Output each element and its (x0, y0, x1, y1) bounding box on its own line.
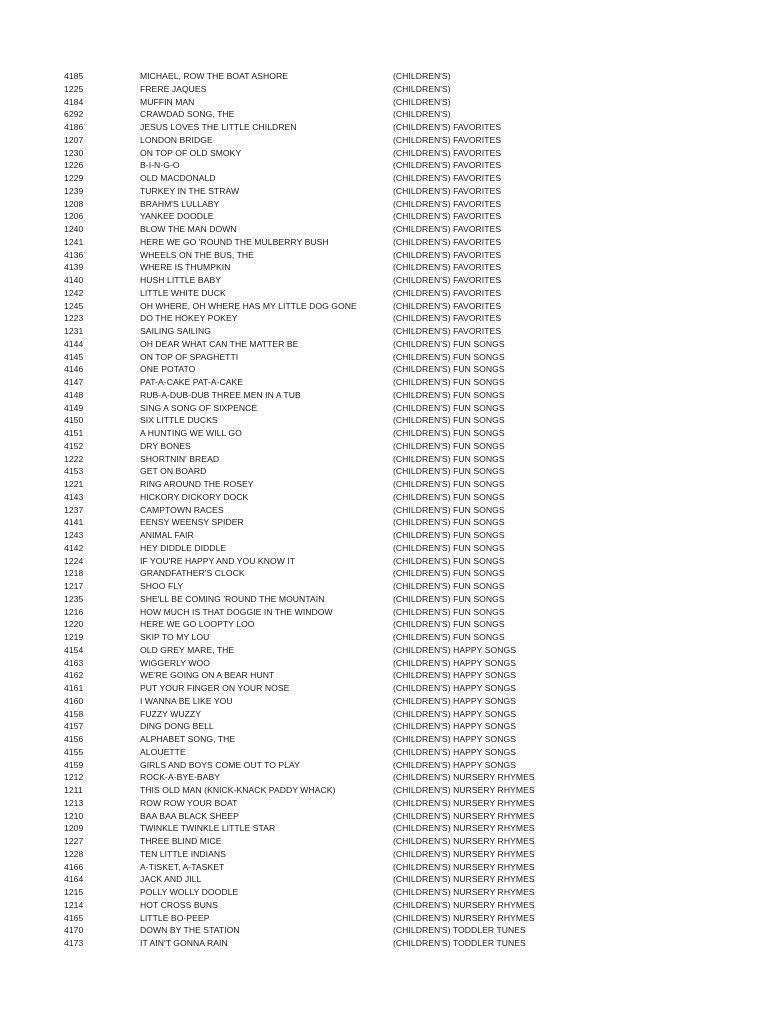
song-number: 4173 (64, 938, 84, 948)
song-title: GRANDFATHER'S CLOCK (140, 568, 245, 579)
song-number: 1243 (64, 530, 84, 540)
song-category: (CHILDREN'S) TODDLER TUNES (393, 938, 526, 948)
song-number: 1229 (64, 173, 84, 183)
song-category: (CHILDREN'S) FAVORITES (393, 300, 502, 311)
song-category: (CHILDREN'S) NURSERY RHYMES (393, 848, 535, 859)
song-number: 4162 (64, 670, 84, 681)
song-number: 4184 (64, 96, 84, 107)
song-row (0, 899, 768, 912)
song-title: JACK AND JILL (140, 874, 202, 885)
song-row (0, 810, 768, 823)
song-title: B-I-N-G-O (140, 160, 180, 171)
song-number: 1242 (64, 287, 84, 298)
song-row (0, 427, 768, 440)
song-number: 1227 (64, 836, 84, 846)
song-category: (CHILDREN'S) HAPPY SONGS (393, 683, 517, 693)
song-row (0, 210, 768, 223)
song-category: (CHILDREN'S) FUN SONGS (393, 428, 505, 438)
song-number: 4161 (64, 683, 84, 693)
song-number: 4164 (64, 874, 84, 885)
song-row (0, 261, 768, 274)
song-category: (CHILDREN'S) FAVORITES (393, 160, 502, 171)
song-category: (CHILDREN'S) FAVORITES (393, 275, 502, 285)
song-title: ROW ROW YOUR BOAT (140, 797, 238, 808)
song-title: BLOW THE MAN DOWN (140, 224, 237, 234)
song-category: (CHILDREN'S) FUN SONGS (393, 555, 505, 566)
song-row (0, 669, 768, 682)
song-category: (CHILDREN'S) FUN SONGS (393, 402, 505, 413)
song-number: 4166 (64, 861, 84, 872)
song-title: PUT YOUR FINGER ON YOUR NOSE (140, 683, 290, 693)
song-number: 4159 (64, 759, 84, 770)
song-category: (CHILDREN'S) FAVORITES (393, 236, 502, 247)
song-category: (CHILDREN'S) FUN SONGS (393, 504, 505, 515)
song-title: MICHAEL, ROW THE BOAT ASHORE (140, 71, 288, 81)
song-title: DRY BONES (140, 440, 191, 451)
song-title: ON TOP OF SPAGHETTI (140, 351, 239, 362)
song-category: (CHILDREN'S) FAVORITES (393, 122, 502, 132)
song-number: 1217 (64, 581, 84, 591)
song-number: 1219 (64, 632, 84, 642)
song-number: 1245 (64, 300, 84, 311)
song-row (0, 453, 768, 466)
song-category: (CHILDREN'S) NURSERY RHYMES (393, 861, 535, 872)
song-title: BRAHM'S LULLABY (140, 198, 220, 209)
song-row (0, 96, 768, 109)
song-row (0, 924, 768, 937)
song-category: (CHILDREN'S) FUN SONGS (393, 466, 505, 477)
song-title: IF YOU'RE HAPPY AND YOU KNOW IT (140, 555, 296, 566)
song-row (0, 159, 768, 172)
song-title: TURKEY IN THE STRAW (140, 185, 240, 196)
song-title: SING A SONG OF SIXPENCE (140, 402, 258, 413)
song-row (0, 223, 768, 236)
song-title: BAA BAA BLACK SHEEP (140, 810, 239, 821)
song-category: (CHILDREN'S) FUN SONGS (393, 581, 505, 591)
song-row (0, 682, 768, 695)
song-row (0, 351, 768, 364)
song-row (0, 720, 768, 733)
song-row (0, 440, 768, 453)
song-row (0, 185, 768, 198)
song-number: 1213 (64, 797, 84, 808)
song-category: (CHILDREN'S) (393, 96, 451, 107)
song-row (0, 465, 768, 478)
song-number: 4149 (64, 402, 84, 413)
song-category: (CHILDREN'S) FAVORITES (393, 134, 502, 145)
song-title: HUSH LITTLE BABY (140, 275, 222, 285)
song-number: 1225 (64, 83, 84, 94)
song-title: ANIMAL FAIR (140, 530, 194, 540)
song-category: (CHILDREN'S) NURSERY RHYMES (393, 810, 535, 821)
song-category: (CHILDREN'S) FAVORITES (393, 262, 502, 273)
song-title: HERE WE GO 'ROUND THE MULBERRY BUSH (140, 236, 329, 247)
song-number: 4157 (64, 721, 84, 732)
song-row (0, 797, 768, 810)
song-title: TWINKLE TWINKLE LITTLE STAR (140, 823, 276, 834)
song-row (0, 300, 768, 313)
song-row (0, 249, 768, 262)
song-category: (CHILDREN'S) HAPPY SONGS (393, 670, 517, 681)
song-row (0, 478, 768, 491)
song-number: 4150 (64, 415, 84, 426)
song-row (0, 376, 768, 389)
song-title: SHE'LL BE COMING 'ROUND THE MOUNTAIN (140, 593, 325, 604)
song-number: 4155 (64, 746, 84, 757)
song-row (0, 593, 768, 606)
song-category: (CHILDREN'S) NURSERY RHYMES (393, 887, 535, 897)
song-row (0, 325, 768, 338)
song-title: HOT CROSS BUNS (140, 899, 218, 910)
song-row (0, 516, 768, 529)
song-row (0, 644, 768, 657)
song-category: (CHILDREN'S) NURSERY RHYMES (393, 912, 535, 923)
song-row (0, 338, 768, 351)
song-number: 4154 (64, 644, 84, 655)
song-number: 1237 (64, 504, 84, 515)
song-title: HOW MUCH IS THAT DOGGIE IN THE WINDOW (140, 606, 333, 617)
song-title: OH WHERE, OH WHERE HAS MY LITTLE DOG GONE (140, 300, 357, 311)
song-title: OLD MACDONALD (140, 173, 216, 183)
song-row (0, 491, 768, 504)
song-category: (CHILDREN'S) FUN SONGS (393, 530, 505, 540)
song-title: SKIP TO MY LOU (140, 632, 210, 642)
song-category: (CHILDREN'S) HAPPY SONGS (393, 759, 517, 770)
song-row (0, 886, 768, 899)
song-category: (CHILDREN'S) FUN SONGS (393, 338, 505, 349)
song-row (0, 580, 768, 593)
song-number: 1211 (64, 785, 83, 795)
song-number: 1222 (64, 453, 84, 464)
song-title: PAT-A-CAKE PAT-A-CAKE (140, 377, 244, 387)
song-category: (CHILDREN'S) NURSERY RHYMES (393, 797, 535, 808)
song-row (0, 631, 768, 644)
song-number: 4145 (64, 351, 84, 362)
song-row (0, 312, 768, 325)
song-number: 4143 (64, 491, 84, 502)
song-title: MUFFIN MAN (140, 96, 195, 107)
song-title: FUZZY WUZZY (140, 708, 202, 719)
song-title: SAILING SAILING (140, 326, 211, 336)
song-number: 4163 (64, 657, 84, 668)
song-number: 4186 (64, 122, 84, 132)
song-number: 4151 (64, 428, 84, 438)
song-title: DING DONG BELL (140, 721, 214, 732)
song-number: 4148 (64, 389, 84, 400)
song-row (0, 172, 768, 185)
song-number: 1221 (64, 479, 84, 489)
song-category: (CHILDREN'S) HAPPY SONGS (393, 734, 517, 744)
song-category: (CHILDREN'S) (393, 71, 451, 81)
song-category: (CHILDREN'S) FUN SONGS (393, 440, 505, 451)
song-title: A-TISKET, A-TASKET (140, 861, 225, 872)
song-title: POLLY WOLLY DOODLE (140, 887, 239, 897)
song-title: RING AROUND THE ROSEY (140, 479, 254, 489)
song-row (0, 147, 768, 160)
song-row (0, 274, 768, 287)
song-row (0, 606, 768, 619)
song-number: 4185 (64, 71, 84, 81)
song-number: 1216 (64, 606, 84, 617)
song-number: 1214 (64, 899, 84, 910)
song-category: (CHILDREN'S) FUN SONGS (393, 389, 505, 400)
song-title: TEN LITTLE INDIANS (140, 848, 226, 859)
song-number: 1226 (64, 160, 84, 171)
song-title: IT AIN'T GONNA RAIN (140, 938, 228, 948)
song-number: 4165 (64, 912, 84, 923)
song-row (0, 529, 768, 542)
song-title: SHOO FLY (140, 581, 184, 591)
song-category: (CHILDREN'S) NURSERY RHYMES (393, 785, 535, 795)
song-number: 4146 (64, 364, 84, 375)
song-category: (CHILDREN'S) HAPPY SONGS (393, 708, 517, 719)
song-row (0, 618, 768, 631)
song-number: 1228 (64, 848, 84, 859)
song-title: EENSY WEENSY SPIDER (140, 517, 244, 528)
song-title: LITTLE BO-PEEP (140, 912, 210, 923)
song-title: THIS OLD MAN (KNICK-KNACK PADDY WHACK) (140, 785, 336, 795)
song-title: LONDON BRIDGE (140, 134, 213, 145)
song-row (0, 873, 768, 886)
song-title: GET ON BOARD (140, 466, 207, 477)
song-category: (CHILDREN'S) NURSERY RHYMES (393, 836, 535, 846)
song-category: (CHILDREN'S) FUN SONGS (393, 619, 505, 630)
song-category: (CHILDREN'S) FUN SONGS (393, 568, 505, 579)
song-category: (CHILDREN'S) NURSERY RHYMES (393, 899, 535, 910)
song-row (0, 134, 768, 147)
song-category: (CHILDREN'S) FAVORITES (393, 211, 502, 222)
song-category: (CHILDREN'S) FUN SONGS (393, 479, 505, 489)
song-row (0, 567, 768, 580)
song-number: 4144 (64, 338, 84, 349)
song-row (0, 555, 768, 568)
song-list (0, 70, 768, 950)
song-row (0, 198, 768, 211)
song-number: 1223 (64, 313, 84, 324)
song-number: 1230 (64, 147, 84, 158)
song-category: (CHILDREN'S) NURSERY RHYMES (393, 772, 535, 783)
song-row (0, 771, 768, 784)
song-category: (CHILDREN'S) FAVORITES (393, 147, 502, 158)
song-category: (CHILDREN'S) NURSERY RHYMES (393, 874, 535, 885)
song-row (0, 746, 768, 759)
song-row (0, 912, 768, 925)
song-number: 4142 (64, 542, 84, 553)
song-title: JESUS LOVES THE LITTLE CHILDREN (140, 122, 297, 132)
song-category: (CHILDREN'S) FUN SONGS (393, 351, 505, 362)
song-title: WIGGERLY WOO (140, 657, 210, 668)
song-category: (CHILDREN'S) FUN SONGS (393, 364, 505, 375)
song-title: WHERE IS THUMPKIN (140, 262, 231, 273)
song-title: OH DEAR WHAT CAN THE MATTER BE (140, 338, 299, 349)
song-row (0, 236, 768, 249)
song-number: 6292 (64, 109, 84, 120)
song-number: 4136 (64, 249, 84, 260)
song-title: DO THE HOKEY POKEY (140, 313, 238, 324)
song-title: I WANNA BE LIKE YOU (140, 695, 233, 706)
song-number: 4152 (64, 440, 84, 451)
song-category: (CHILDREN'S) FAVORITES (393, 185, 502, 196)
song-title: CRAWDAD SONG, THE (140, 109, 235, 120)
song-category: (CHILDREN'S) FUN SONGS (393, 593, 505, 604)
song-category: (CHILDREN'S) TODDLER TUNES (393, 925, 526, 936)
song-title: HERE WE GO LOOPTY LOO (140, 619, 255, 630)
song-category: (CHILDREN'S) HAPPY SONGS (393, 657, 517, 668)
song-category: (CHILDREN'S) FAVORITES (393, 198, 502, 209)
song-title: DOWN BY THE STATION (140, 925, 240, 936)
song-row (0, 504, 768, 517)
song-title: ROCK-A-BYE-BABY (140, 772, 221, 783)
song-row (0, 287, 768, 300)
song-number: 4153 (64, 466, 84, 477)
song-title: HEY DIDDLE DIDDLE (140, 542, 227, 553)
song-title: YANKEE DOODLE (140, 211, 214, 222)
song-category: (CHILDREN'S) NURSERY RHYMES (393, 823, 535, 834)
song-number: 4170 (64, 925, 84, 936)
song-number: 1218 (64, 568, 84, 579)
song-category: (CHILDREN'S) FUN SONGS (393, 453, 505, 464)
song-row (0, 822, 768, 835)
song-row (0, 759, 768, 772)
song-row (0, 937, 768, 950)
song-category: (CHILDREN'S) FAVORITES (393, 287, 502, 298)
song-number: 4147 (64, 377, 84, 387)
song-number: 4139 (64, 262, 84, 273)
song-title: THREE BLIND MICE (140, 836, 222, 846)
song-category: (CHILDREN'S) HAPPY SONGS (393, 644, 517, 655)
song-title: HICKORY DICKORY DOCK (140, 491, 249, 502)
song-row (0, 414, 768, 427)
song-title: FRERE JAQUES (140, 83, 207, 94)
song-title: GIRLS AND BOYS COME OUT TO PLAY (140, 759, 300, 770)
song-title: ALOUETTE (140, 746, 186, 757)
song-category: (CHILDREN'S) FUN SONGS (393, 542, 505, 553)
song-category: (CHILDREN'S) FAVORITES (393, 326, 502, 336)
song-title: RUB-A-DUB-DUB THREE MEN IN A TUB (140, 389, 301, 400)
song-number: 1207 (64, 134, 84, 145)
song-row (0, 835, 768, 848)
song-category: (CHILDREN'S) HAPPY SONGS (393, 721, 517, 732)
song-row (0, 657, 768, 670)
song-row (0, 542, 768, 555)
song-row (0, 861, 768, 874)
song-number: 1239 (64, 185, 84, 196)
song-number: 1224 (64, 555, 84, 566)
song-title: OLD GREY MARE, THE (140, 644, 235, 655)
song-row (0, 70, 768, 83)
song-title: WHEELS ON THE BUS, THE (140, 249, 254, 260)
song-category: (CHILDREN'S) HAPPY SONGS (393, 746, 517, 757)
song-row (0, 784, 768, 797)
song-title: WE'RE GOING ON A BEAR HUNT (140, 670, 275, 681)
song-title: LITTLE WHITE DUCK (140, 287, 226, 298)
song-category: (CHILDREN'S) FUN SONGS (393, 632, 505, 642)
song-number: 1231 (64, 326, 84, 336)
song-title: ALPHABET SONG, THE (140, 734, 236, 744)
song-number: 4160 (64, 695, 84, 706)
song-category: (CHILDREN'S) (393, 109, 451, 120)
song-category: (CHILDREN'S) (393, 83, 451, 94)
song-number: 1240 (64, 224, 84, 234)
song-number: 4140 (64, 275, 84, 285)
song-row (0, 708, 768, 721)
song-row (0, 108, 768, 121)
song-category: (CHILDREN'S) FAVORITES (393, 249, 502, 260)
song-number: 1209 (64, 823, 84, 834)
song-number: 1210 (64, 810, 84, 821)
song-row (0, 363, 768, 376)
song-number: 1208 (64, 198, 84, 209)
song-row (0, 402, 768, 415)
song-category: (CHILDREN'S) FAVORITES (393, 173, 502, 183)
song-number: 1212 (64, 772, 84, 783)
song-category: (CHILDREN'S) FUN SONGS (393, 415, 505, 426)
song-title: A HUNTING WE WILL GO (140, 428, 242, 438)
song-title: SIX LITTLE DUCKS (140, 415, 218, 426)
song-title: CAMPTOWN RACES (140, 504, 224, 515)
song-category: (CHILDREN'S) FAVORITES (393, 224, 502, 234)
song-row (0, 389, 768, 402)
song-number: 4158 (64, 708, 84, 719)
song-row (0, 83, 768, 96)
song-title: SHORTNIN' BREAD (140, 453, 220, 464)
song-row (0, 848, 768, 861)
song-number: 4156 (64, 734, 84, 744)
song-category: (CHILDREN'S) FUN SONGS (393, 606, 505, 617)
song-number: 1206 (64, 211, 84, 222)
song-title: ONE POTATO (140, 364, 196, 375)
song-number: 4141 (64, 517, 84, 528)
song-number: 1220 (64, 619, 84, 630)
song-row (0, 695, 768, 708)
song-title: ON TOP OF OLD SMOKY (140, 147, 242, 158)
song-category: (CHILDREN'S) FAVORITES (393, 313, 502, 324)
song-category: (CHILDREN'S) FUN SONGS (393, 377, 505, 387)
song-category: (CHILDREN'S) HAPPY SONGS (393, 695, 517, 706)
song-row (0, 733, 768, 746)
song-category: (CHILDREN'S) FUN SONGS (393, 491, 505, 502)
song-number: 1241 (64, 236, 84, 247)
song-number: 1215 (64, 887, 84, 897)
song-row (0, 121, 768, 134)
song-category: (CHILDREN'S) FUN SONGS (393, 517, 505, 528)
song-number: 1235 (64, 593, 84, 604)
